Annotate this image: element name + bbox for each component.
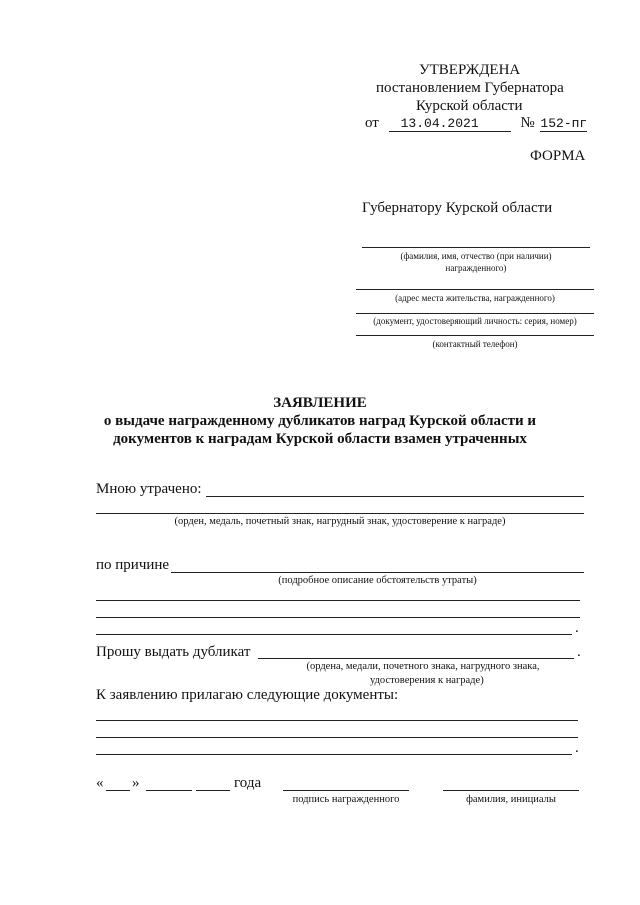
document-line (356, 313, 594, 314)
duplicate-period: . (577, 644, 581, 660)
duplicate-caption-2: удостоверения к награде) (370, 675, 484, 686)
lost-label: Мною утрачено: (96, 481, 202, 497)
address-caption: (адрес места жительства, награжденного) (395, 293, 555, 303)
approval-from-row (365, 115, 587, 132)
reason-period: . (575, 620, 579, 636)
date-quote-close: » (132, 775, 140, 791)
year-label: года (234, 775, 262, 791)
phone-line (356, 335, 594, 336)
statement-title: ЗАЯВЛЕНИЕ (273, 395, 367, 411)
attach-period: . (575, 740, 579, 756)
lost-caption: (орден, медаль, почетный знак, нагрудный знак, удостоверение к награде) (174, 516, 506, 527)
approval-line1: постановлением Губернатора (376, 80, 564, 96)
document-caption: (документ, удостоверяющий личность: серия, номер) (373, 316, 577, 326)
reason-label: по причине (96, 557, 170, 573)
reason-field-line-3[interactable] (96, 617, 580, 618)
duplicate-label: Прошу выдать дубликат (96, 644, 251, 660)
reason-caption: (подробное описание обстоятельств утраты) (278, 575, 477, 586)
reason-field-line-4[interactable] (96, 634, 572, 635)
statement-subtitle-1: о выдаче награжденному дубликатов наград Курской области и (103, 413, 537, 429)
name-caption-2: награжденного) (445, 263, 507, 273)
date-day-line[interactable] (106, 790, 130, 791)
name-initials-caption: фамилия, инициалы (466, 794, 556, 805)
approval-line2: Курской области (416, 98, 523, 114)
approval-title: УТВЕРЖДЕНА (419, 62, 521, 78)
address-line (356, 289, 594, 290)
attach-field-line-1[interactable] (96, 720, 578, 721)
statement-subtitle-2: документов к наградам Курской области взамен утраченных (113, 431, 527, 447)
phone-caption: (контактный телефон) (432, 339, 518, 349)
reason-field-line[interactable] (171, 572, 584, 573)
approval-number: 152-пг (540, 116, 588, 131)
reason-field-line-2[interactable] (96, 600, 580, 601)
attach-field-line-3[interactable] (96, 754, 572, 755)
attach-label: К заявлению прилагаю следующие документы: (96, 687, 399, 703)
date-quote-open: « (96, 775, 104, 791)
lost-field-line-2[interactable] (96, 513, 584, 514)
duplicate-caption-1: (ордена, медали, почетного знака, нагрудного знака, (306, 661, 540, 672)
name-caption-1: (фамилия, имя, отчество (при наличии) (400, 251, 552, 261)
date-year-line[interactable] (196, 790, 230, 791)
name-initials-line[interactable] (443, 790, 579, 791)
date-month-line[interactable] (146, 790, 192, 791)
lost-field-line[interactable] (206, 496, 584, 497)
name-line (362, 247, 590, 248)
approval-date: 13.04.2021 (389, 116, 511, 132)
from-label: от (365, 115, 379, 131)
form-label: ФОРМА (530, 148, 586, 164)
signature-caption: подпись награжденного (292, 794, 400, 805)
signature-line[interactable] (283, 790, 409, 791)
addressee-to: Губернатору Курской области (362, 200, 553, 216)
attach-field-line-2[interactable] (96, 737, 578, 738)
number-label: № (520, 115, 535, 131)
duplicate-field-line[interactable] (258, 658, 574, 659)
